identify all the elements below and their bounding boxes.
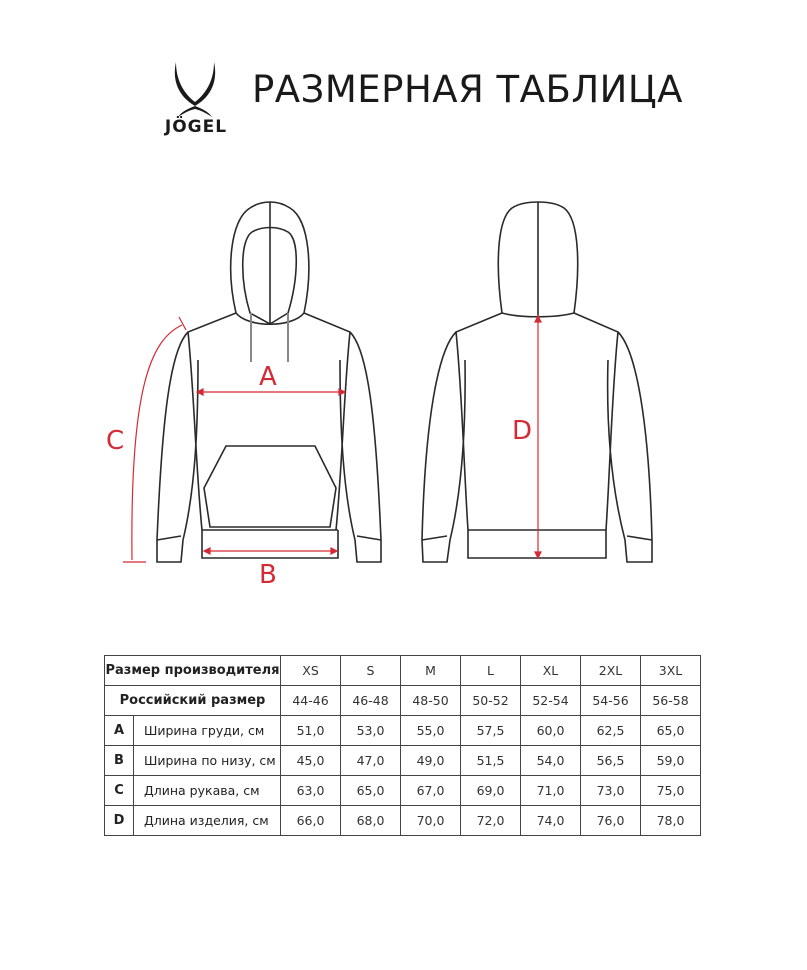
value-cell: 65,0: [641, 716, 701, 746]
value-cell: 68,0: [341, 806, 401, 836]
value-cell: 78,0: [641, 806, 701, 836]
value-cell: 45,0: [281, 746, 341, 776]
manufacturer-size-label: Размер производителя: [105, 656, 281, 686]
russian-size-cell: 50-52: [461, 686, 521, 716]
value-cell: 69,0: [461, 776, 521, 806]
hoodie-illustration-icon: [0, 190, 807, 600]
row-parameter: Ширина груди, см: [134, 716, 281, 746]
row-parameter: Длина изделия, см: [134, 806, 281, 836]
size-cell: XS: [281, 656, 341, 686]
value-cell: 73,0: [581, 776, 641, 806]
value-cell: 57,5: [461, 716, 521, 746]
russian-size-cell: 44-46: [281, 686, 341, 716]
table-row-russian-size: [105, 686, 701, 716]
table-row-manufacturer-size: [105, 656, 701, 686]
brand-logo: [150, 60, 240, 140]
value-cell: 54,0: [521, 746, 581, 776]
brand-name: JÖGEL: [164, 117, 228, 137]
size-cell: S: [341, 656, 401, 686]
value-cell: 56,5: [581, 746, 641, 776]
table-row: [105, 806, 701, 836]
table-row: [105, 746, 701, 776]
value-cell: 51,0: [281, 716, 341, 746]
value-cell: 63,0: [281, 776, 341, 806]
russian-size-cell: 54-56: [581, 686, 641, 716]
value-cell: 51,5: [461, 746, 521, 776]
size-cell: XL: [521, 656, 581, 686]
value-cell: 67,0: [401, 776, 461, 806]
russian-size-label: Российский размер: [105, 686, 281, 716]
value-cell: 71,0: [521, 776, 581, 806]
value-cell: 55,0: [401, 716, 461, 746]
header: [0, 0, 807, 150]
page-title: РАЗМЕРНАЯ ТАБЛИЦА: [252, 68, 683, 111]
size-table: [104, 655, 701, 836]
size-cell: L: [461, 656, 521, 686]
size-cell: 2XL: [581, 656, 641, 686]
row-letter: A: [105, 716, 134, 746]
value-cell: 47,0: [341, 746, 401, 776]
russian-size-cell: 48-50: [401, 686, 461, 716]
value-cell: 72,0: [461, 806, 521, 836]
russian-size-cell: 52-54: [521, 686, 581, 716]
size-cell: 3XL: [641, 656, 701, 686]
value-cell: 65,0: [341, 776, 401, 806]
hoodie-diagrams: [0, 190, 807, 600]
value-cell: 66,0: [281, 806, 341, 836]
table-row: [105, 716, 701, 746]
value-cell: 70,0: [401, 806, 461, 836]
russian-size-cell: 56-58: [641, 686, 701, 716]
row-letter: D: [105, 806, 134, 836]
value-cell: 74,0: [521, 806, 581, 836]
value-cell: 60,0: [521, 716, 581, 746]
value-cell: 76,0: [581, 806, 641, 836]
value-cell: 75,0: [641, 776, 701, 806]
russian-size-cell: 46-48: [341, 686, 401, 716]
jogel-v-icon: [170, 60, 220, 118]
row-letter: C: [105, 776, 134, 806]
dimension-label-b: B: [259, 560, 277, 590]
dimension-label-c: C: [106, 426, 125, 456]
value-cell: 49,0: [401, 746, 461, 776]
dimension-label-a: A: [259, 362, 277, 392]
dimension-label-d: D: [512, 416, 533, 446]
table-row: [105, 776, 701, 806]
row-parameter: Длина рукава, см: [134, 776, 281, 806]
value-cell: 62,5: [581, 716, 641, 746]
row-parameter: Ширина по низу, см: [134, 746, 281, 776]
value-cell: 59,0: [641, 746, 701, 776]
row-letter: B: [105, 746, 134, 776]
size-cell: M: [401, 656, 461, 686]
value-cell: 53,0: [341, 716, 401, 746]
